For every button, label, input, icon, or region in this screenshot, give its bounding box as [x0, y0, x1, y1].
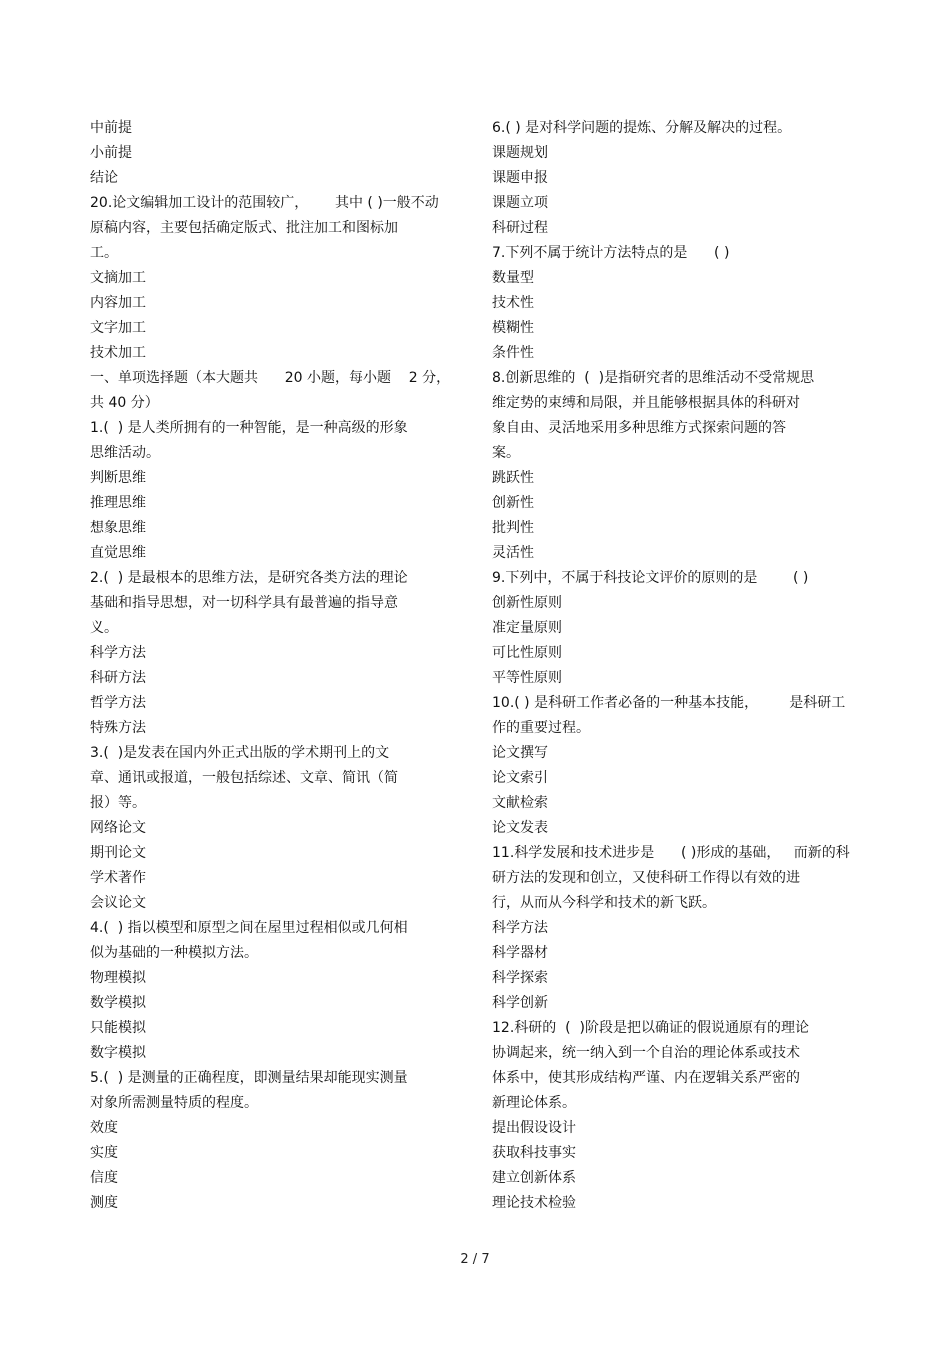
- text-line: 思维活动。: [90, 445, 160, 461]
- text-line: 结论: [90, 170, 118, 186]
- text-line: 研方法的发现和创立，又使科研工作得以有效的进: [492, 870, 800, 886]
- text-line: 论文索引: [492, 770, 548, 786]
- text-line: 创新性原则: [492, 595, 562, 611]
- text-line: 准定量原则: [492, 620, 562, 636]
- text-line: 8.创新思维的 ( )是指研究者的思维活动不受常规思: [492, 370, 815, 386]
- text-line: 物理模拟: [90, 970, 146, 986]
- text-line: 想象思维: [90, 520, 146, 536]
- text-line: 理论技术检验: [492, 1195, 576, 1211]
- text-line: 模糊性: [492, 320, 534, 336]
- text-line: 共 40 分）: [90, 395, 159, 411]
- text-line: 直觉思维: [90, 545, 146, 561]
- text-line: 4.( ) 指以模型和原型之间在屋里过程相似或几何相: [90, 920, 408, 936]
- text-line: 只能模拟: [90, 1020, 146, 1036]
- text-line: 1.( ) 是人类所拥有的一种智能，是一种高级的形象: [90, 420, 408, 436]
- text-line: 原稿内容，主要包括确定版式、批注加工和图标加: [90, 220, 398, 236]
- text-line: 小前提: [90, 145, 132, 161]
- text-line: 体系中，使其形成结构严谨、内在逻辑关系严密的: [492, 1070, 800, 1086]
- text-line: 建立创新体系: [492, 1170, 576, 1186]
- right-column: [492, 116, 860, 1216]
- text-line: 报）等。: [90, 795, 146, 811]
- text-line: 文摘加工: [90, 270, 146, 286]
- text-line: 哲学方法: [90, 695, 146, 711]
- text-line: 测度: [90, 1195, 118, 1211]
- text-line: 科学方法: [492, 920, 548, 936]
- text-line: 内容加工: [90, 295, 146, 311]
- text-line: 数学模拟: [90, 995, 146, 1011]
- text-line: 技术性: [492, 295, 534, 311]
- text-line: 2.( ) 是最根本的思维方法，是研究各类方法的理论: [90, 570, 408, 586]
- text-line: 20.论文编辑加工设计的范围较广， 其中 ( )一般不动: [90, 195, 439, 211]
- text-line: 数字模拟: [90, 1045, 146, 1061]
- text-line: 文献检索: [492, 795, 548, 811]
- text-line: 案。: [492, 445, 520, 461]
- text-line: 创新性: [492, 495, 534, 511]
- text-line: 科研方法: [90, 670, 146, 686]
- text-line: 课题规划: [492, 145, 548, 161]
- text-line: 3.( )是发表在国内外正式出版的学术期刊上的文: [90, 745, 390, 761]
- text-line: 课题立项: [492, 195, 548, 211]
- text-line: 灵活性: [492, 545, 534, 561]
- text-line: 文字加工: [90, 320, 146, 336]
- text-line: 实度: [90, 1145, 118, 1161]
- text-line: 提出假设设计: [492, 1120, 576, 1136]
- text-line: 工。: [90, 245, 118, 261]
- left-column: [90, 116, 462, 1216]
- text-line: 科学方法: [90, 645, 146, 661]
- text-line: 一、单项选择题（本大题共 20 小题，每小题 2 分，: [90, 370, 451, 386]
- text-line: 中前提: [90, 120, 132, 136]
- text-line: 5.( ) 是测量的正确程度，即测量结果却能现实测量: [90, 1070, 408, 1086]
- text-line: 似为基础的一种模拟方法。: [90, 945, 258, 961]
- text-line: 会议论文: [90, 895, 146, 911]
- text-line: 网络论文: [90, 820, 146, 836]
- text-line: 作的重要过程。: [492, 720, 590, 736]
- text-line: 科学器材: [492, 945, 548, 961]
- text-line: 11.科学发展和技术进步是 ( )形成的基础， 而新的科: [492, 845, 850, 861]
- text-line: 平等性原则: [492, 670, 562, 686]
- page-number: 2 / 7: [460, 1252, 490, 1267]
- text-line: 维定势的束缚和局限，并且能够根据具体的科研对: [492, 395, 800, 411]
- text-line: 信度: [90, 1170, 118, 1186]
- text-line: 基础和指导思想，对一切科学具有最普遍的指导意: [90, 595, 398, 611]
- text-line: 课题申报: [492, 170, 548, 186]
- text-line: 12.科研的 ( )阶段是把以确证的假说通原有的理论: [492, 1020, 809, 1036]
- text-line: 行，从而从今科学和技术的新飞跃。: [492, 895, 716, 911]
- text-line: 学术著作: [90, 870, 146, 886]
- text-line: 10.( ) 是科研工作者必备的一种基本技能， 是科研工: [492, 695, 846, 711]
- text-line: 条件性: [492, 345, 534, 361]
- text-line: 效度: [90, 1120, 118, 1136]
- text-line: 判断思维: [90, 470, 146, 486]
- text-line: 义。: [90, 620, 118, 636]
- text-line: 期刊论文: [90, 845, 146, 861]
- text-line: 新理论体系。: [492, 1095, 576, 1111]
- text-line: 对象所需测量特质的程度。: [90, 1095, 258, 1111]
- text-line: 论文撰写: [492, 745, 548, 761]
- text-line: 6.( ) 是对科学问题的提炼、分解及解决的过程。: [492, 120, 792, 136]
- text-line: 批判性: [492, 520, 534, 536]
- text-line: 获取科技事实: [492, 1145, 576, 1161]
- text-line: 象自由、灵活地采用多种思维方式探索问题的答: [492, 420, 786, 436]
- text-line: 技术加工: [90, 345, 146, 361]
- text-line: 7.下列不属于统计方法特点的是 ( ): [492, 245, 730, 261]
- text-line: 论文发表: [492, 820, 548, 836]
- text-line: 科研过程: [492, 220, 548, 236]
- text-line: 数量型: [492, 270, 534, 286]
- text-line: 跳跃性: [492, 470, 534, 486]
- text-line: 协调起来，统一纳入到一个自治的理论体系或技术: [492, 1045, 800, 1061]
- text-line: 特殊方法: [90, 720, 146, 736]
- text-line: 科学创新: [492, 995, 548, 1011]
- text-line: 9.下列中，不属于科技论文评价的原则的是 ( ): [492, 570, 809, 586]
- text-line: 科学探索: [492, 970, 548, 986]
- text-line: 推理思维: [90, 495, 146, 511]
- text-line: 章、通讯或报道，一般包括综述、文章、简讯（简: [90, 770, 398, 786]
- text-line: 可比性原则: [492, 645, 562, 661]
